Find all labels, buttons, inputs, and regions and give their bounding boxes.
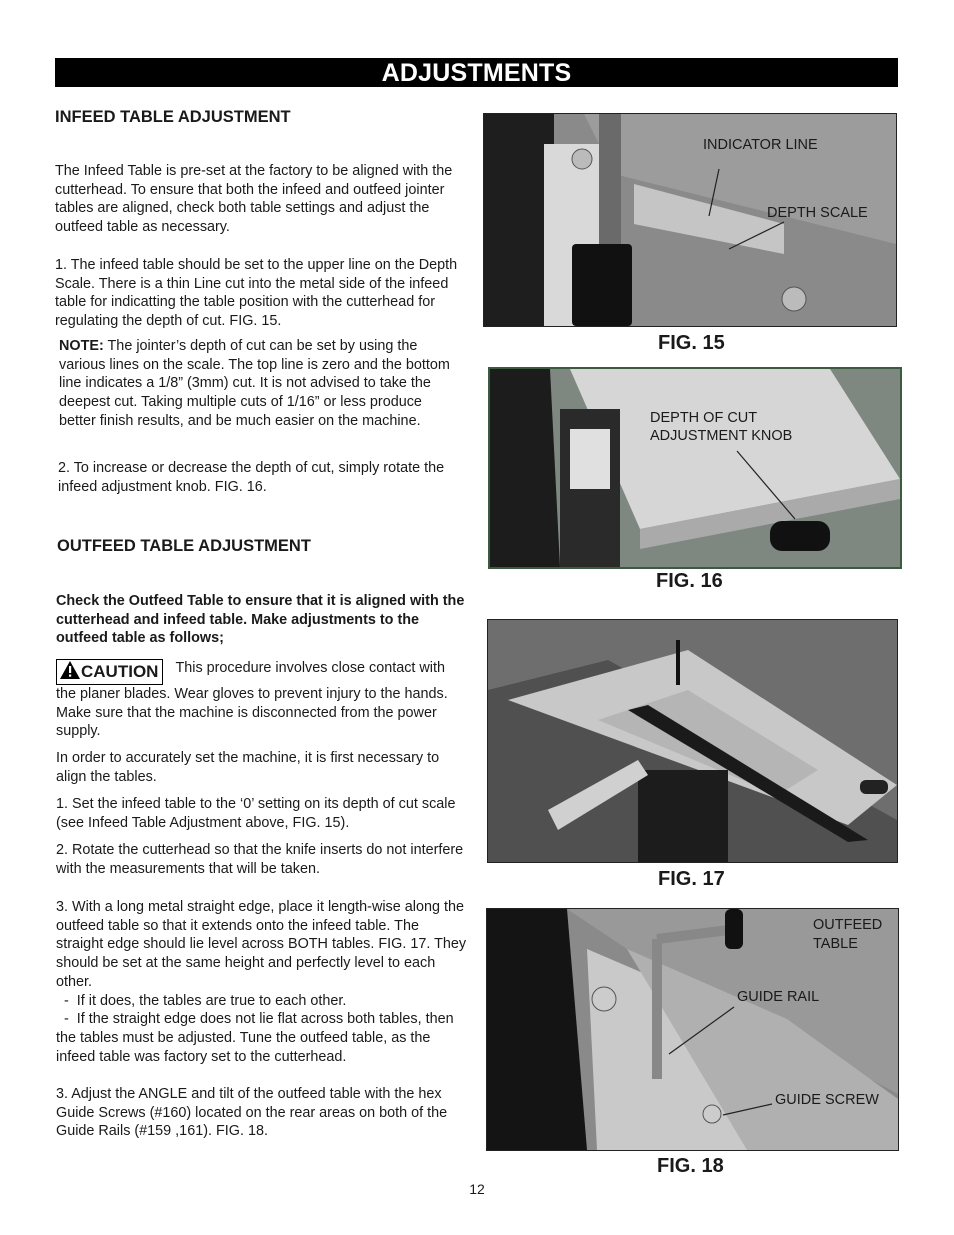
warning-triangle-icon xyxy=(59,660,81,680)
fig18-label-outfeed-2: TABLE xyxy=(813,936,858,952)
outfeed-paragraph-4: 3. With a long metal straight edge, place it length-wise along the outfeed table so that it extends onto the infeed table. The straight edge should lie level across BOTH tables. FIG. 17. They should be set at the same height and perfectly level to each other. - If it does, the tables are true to each other. - If the straight edge does not lie flat across both tables, then the tables must be adjusted. Tune the outfeed table, as the infeed table was factory set to the cutterhead. xyxy=(56,899,467,1065)
infeed-note xyxy=(59,337,460,431)
fig17-photo xyxy=(487,619,898,863)
fig15-label-depth-scale: DEPTH SCALE xyxy=(767,205,868,221)
fig15-photo xyxy=(483,113,897,327)
outfeed-paragraph-5: 3. Adjust the ANGLE and tilt of the outfeed table with the hex Guide Screws (#160) located on the rear areas on both of the Guide Rails (#159 ,161). FIG. 18. xyxy=(56,1086,448,1140)
outfeed-paragraph-1: In order to accurately set the machine, it is first necessary to align the tables. xyxy=(56,750,440,785)
fig17-illustration xyxy=(488,620,897,862)
fig16-label-line1: DEPTH OF CUT xyxy=(650,410,758,426)
fig16-photo xyxy=(488,367,902,569)
page-title: ADJUSTMENTS xyxy=(381,59,572,87)
note-label: NOTE: xyxy=(59,338,104,354)
fig15-label-indicator: INDICATOR LINE xyxy=(703,137,818,153)
caution-badge xyxy=(56,659,163,685)
caution-block xyxy=(56,659,468,741)
outfeed-bullet-2: - If the straight edge does not lie flat across both tables, then the tables must be adjusted. Tune the outfeed table, as the infeed table was factory set to the cutterhead. xyxy=(56,1011,458,1065)
fig16-caption: FIG. 16 xyxy=(656,570,723,592)
outfeed-paragraph-2: 1. Set the infeed table to the ‘0’ setting on its depth of cut scale (see Infeed Table Adjustment above, FIG. 15). xyxy=(56,796,456,831)
fig18-photo xyxy=(486,908,899,1151)
note-text: The jointer’s depth of cut can be set by using the various lines on the scale. The top line is zero and the bottom line indicates a 1/8” (3mm) cut. It is not advised to take the deepest cut. Taking multiple cuts of 1/16” or less produce better finish results, and be much easier on the machine. xyxy=(59,338,450,429)
fig18-caption: FIG. 18 xyxy=(657,1155,724,1177)
caution-text: This procedure involves close contact with the planer blades. Wear gloves to prevent injury to the hands. Make sure that the machine is disconnected from the power supply. xyxy=(56,660,448,740)
fig16-illustration xyxy=(490,369,900,567)
fig18-label-outfeed-1: OUTFEED xyxy=(813,917,883,933)
title-banner xyxy=(55,58,898,87)
fig18-label-guide-screw: GUIDE SCREW xyxy=(775,1092,879,1108)
outfeed-paragraph-3: 2. Rotate the cutterhead so that the knife inserts do not interfere with the measurements that will be taken. xyxy=(56,842,464,877)
fig18-label-guide-rail: GUIDE RAIL xyxy=(737,989,820,1005)
outfeed-intro: Check the Outfeed Table to ensure that it is aligned with the cutterhead and infeed table. Make adjustments to the outfeed table as follows; xyxy=(56,593,465,647)
fig15-caption: FIG. 15 xyxy=(658,332,725,354)
outfeed-bullet-1: - If it does, the tables are true to each other. xyxy=(56,992,347,1009)
infeed-paragraph-2: 1. The infeed table should be set to the upper line on the Depth Scale. There is a thin Line cut into the metal side of the infeed table for indicatting the table position with the cutterhead for regulating the depth of cut. FIG. 15. xyxy=(55,257,458,330)
infeed-paragraph-1: The Infeed Table is pre-set at the factory to be aligned with the cutterhead. To ensure that both the infeed and outfeed jointer tables are aligned, check both table settings and adjust the outfeed table as necessary. xyxy=(55,163,453,236)
page-number: 12 xyxy=(469,1181,485,1197)
infeed-heading: INFEED TABLE ADJUSTMENT xyxy=(55,108,291,126)
fig16-label-line2: ADJUSTMENT KNOB xyxy=(650,428,793,444)
infeed-paragraph-3: 2. To increase or decrease the depth of cut, simply rotate the infeed adjustment knob. FIG. 16. xyxy=(58,460,445,495)
outfeed-heading: OUTFEED TABLE ADJUSTMENT xyxy=(57,537,311,555)
caution-label: CAUTION xyxy=(81,662,159,681)
fig17-caption: FIG. 17 xyxy=(658,868,725,890)
